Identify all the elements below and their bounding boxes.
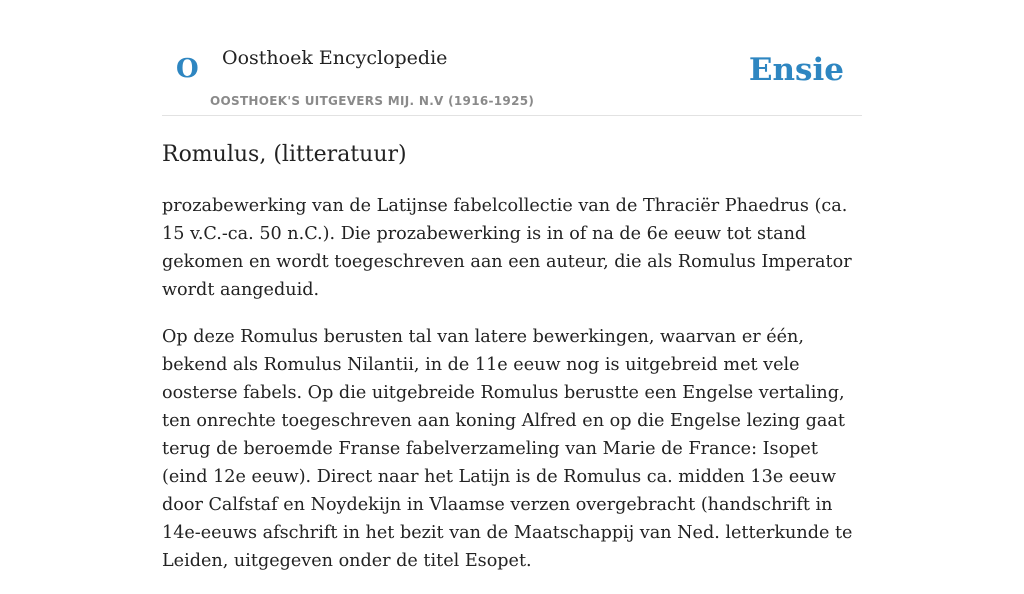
brand-logo[interactable]: Ensie: [748, 52, 844, 88]
site-header: [162, 40, 862, 116]
article-paragraph: prozabewerking van de Latijnse fabelcollectie van de Thraciër Phaedrus (ca. 15 v.C.-ca. 50 n.C.). Die prozabewerking is in of na de 6e eeuw tot stand gekomen en wordt toegeschreven aan een auteur, die als Romulus Imperator wordt aangeduid.: [162, 196, 852, 300]
article-body: [162, 192, 866, 594]
article-paragraph: Op deze Romulus berusten tal van latere bewerkingen, waarvan er één, bekend als Romulus Nilantii, in de 11e eeuw nog is uitgebreid met vele oosterse fabels. Op die uitgebreide Romulus berustte een Engelse vertaling, ten onrechte toegeschreven aan koning Alfred en op die Engelse lezing gaat terug de beroemde Franse fabelverzameling van Marie de France: Isopet (eind 12e eeuw). Direct naar het Latijn is de Romulus ca. midden 13e eeuw door Calfstaf en Noydekijn in Vlaamse verzen overgebracht (handschrift in 14e-eeuws afschrift in het bezit van de Maatschappij van Ned. letterkunde te Leiden, uitgegeven onder de titel Esopet.: [162, 327, 853, 571]
publisher-subtitle: OOSTHOEK'S UITGEVERS MIJ. N.V (1916-1925): [210, 94, 535, 108]
article-title: Romulus, (litteratuur): [162, 142, 407, 167]
site-title[interactable]: Oosthoek Encyclopedie: [222, 47, 448, 69]
logo-icon[interactable]: O: [176, 54, 199, 84]
